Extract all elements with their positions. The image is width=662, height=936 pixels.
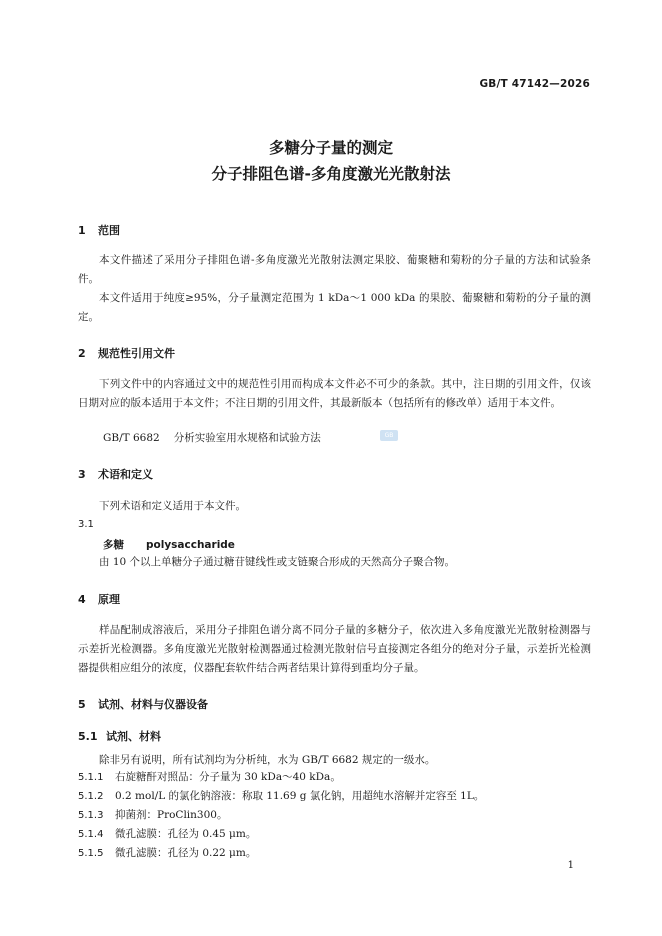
page-number: 1 [567,860,574,871]
item-text: 微孔滤膜：孔径为 0.22 μm。 [115,847,257,859]
item-text: 右旋糖酐对照品：分子量为 30 kDa～40 kDa。 [115,771,341,783]
subsection-number: 5.1 [78,730,98,743]
section-number: 3 [78,468,86,481]
document-title-line1: 多糖分子量的测定 [268,139,393,157]
document-title-line2: 分子排阻色谱-多角度激光光散射法 [211,165,451,183]
subsection-title: 试剂、材料 [106,730,161,743]
term-definition: 由 10 个以上单糖分子通过糖苷键线性或支链聚合形成的天然高分子聚合物。 [99,556,456,568]
item-number: 5.1.1 [78,772,104,783]
list-item [78,768,591,787]
item-number: 5.1.5 [78,848,104,859]
section-title: 术语和定义 [98,468,153,481]
section-title: 试剂、材料与仪器设备 [98,698,208,711]
term-english: polysaccharide [146,539,235,551]
item-number: 5.1.2 [78,791,104,802]
list-item [78,787,591,806]
section-title: 原理 [98,593,120,606]
reference-code: GB/T 6682 [103,432,160,444]
section-number: 4 [78,593,86,606]
list-item [78,806,591,825]
section-number: 5 [78,698,86,711]
section-title: 规范性引用文件 [98,347,175,360]
subsection-5-1-paragraph: 除非另有说明，所有试剂均为分析纯，水为 GB/T 6682 规定的一级水。 [99,754,436,766]
section-4-paragraph-1: 样品配制成溶液后，采用分子排阻色谱分离不同分子量的多糖分子，依次进入多角度激光光散射检测器与示差折光检测器。多角度激光光散射检测器通过检测光散射信号直接测定各组分的绝对分子量，示差折光检测器提供相应组分的浓度，仪器配套软件结合两者结果计算得到重均分子量。 [78,624,591,674]
section-1-heading [78,222,120,238]
section-4-heading [78,591,120,607]
reference-name: 分析实验室用水规格和试验方法 [173,432,321,444]
section-number: 1 [78,224,86,237]
standard-number: GB/T 47142—2026 [479,78,590,90]
section-3-paragraph-1: 下列术语和定义适用于本文件。 [99,500,246,512]
normative-reference [103,430,321,445]
section-1-paragraph-2: 本文件适用于纯度≥95%，分子量测定范围为 1 kDa～1 000 kDa 的果胶、葡聚糖和菊粉的分子量的测定。 [78,292,591,323]
term-chinese: 多糖 [103,539,124,551]
section-5-heading [78,696,208,712]
item-text: 微孔滤膜：孔径为 0.45 μm。 [115,828,257,840]
term-number: 3.1 [78,519,94,530]
section-title: 范围 [98,224,120,237]
item-number: 5.1.4 [78,829,104,840]
section-2-heading [78,345,175,361]
section-3-heading [78,466,153,482]
watermark-logo: GB [380,430,398,441]
term-entry [103,537,235,552]
list-item [78,825,591,844]
section-2-paragraph-1: 下列文件中的内容通过文中的规范性引用而构成本文件必不可少的条款。其中，注日期的引用文件，仅该日期对应的版本适用于本文件；不注日期的引用文件，其最新版本（包括所有的修改单）适用于本文件。 [78,378,591,409]
section-1-paragraph-1: 本文件描述了采用分子排阻色谱-多角度激光光散射法测定果胶、葡聚糖和菊粉的分子量的方法和试验条件。 [78,254,591,285]
section-number: 2 [78,347,86,360]
item-text: 抑菌剂：ProClin300。 [115,809,228,821]
list-item [78,844,591,863]
item-number: 5.1.3 [78,810,104,821]
item-text: 0.2 mol/L 的氯化钠溶液：称取 11.69 g 氯化钠，用超纯水溶解并定容至 1L。 [115,790,485,802]
subsection-5-1-heading [78,728,161,744]
